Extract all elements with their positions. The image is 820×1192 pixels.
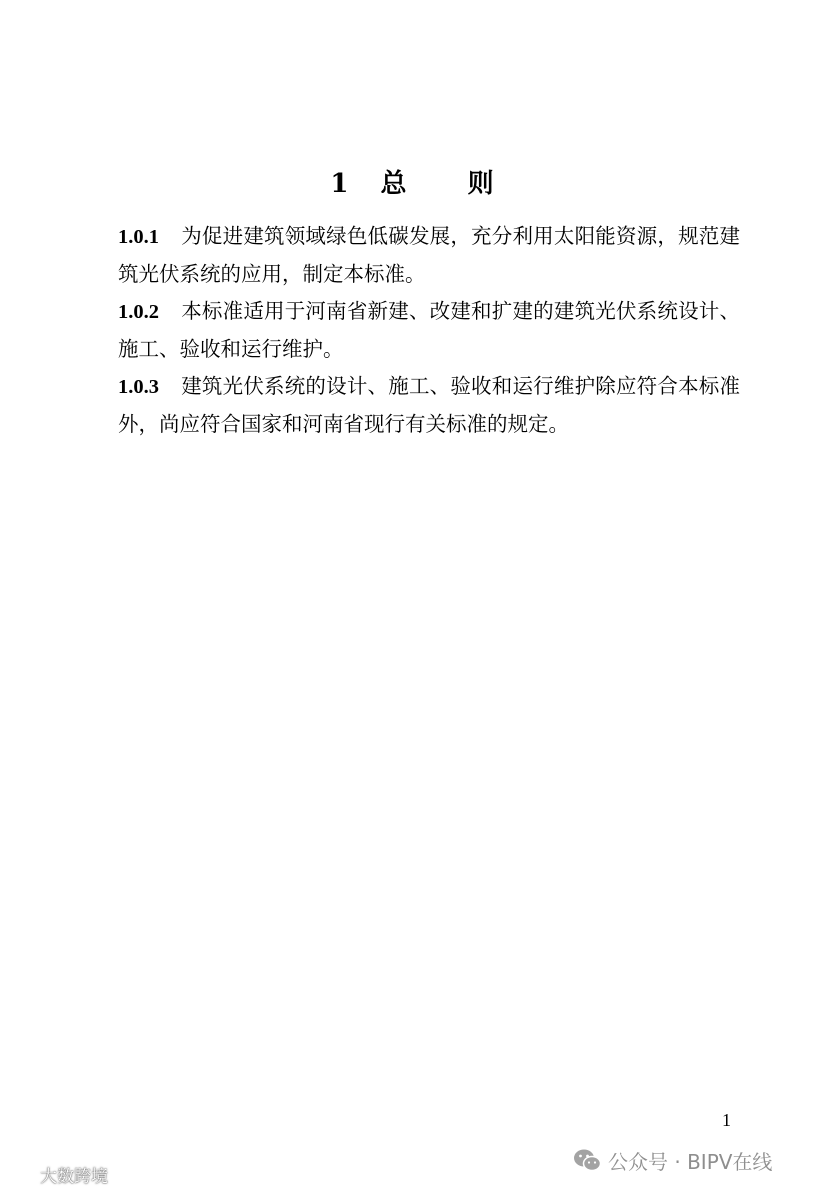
clause-1-0-2	[118, 293, 740, 368]
chapter-name: 总 则	[380, 169, 520, 200]
clause-number: 1.0.3	[118, 376, 159, 398]
clause-1-0-1	[118, 218, 740, 293]
brand-watermark	[8, 1163, 108, 1185]
wechat-watermark	[572, 1146, 772, 1174]
clause-number: 1.0.1	[118, 226, 159, 248]
chapter-title	[0, 163, 820, 200]
brand-watermark-text: 大数跨境	[40, 1166, 108, 1187]
logo-mark	[8, 1163, 36, 1185]
chapter-number: 1	[330, 169, 351, 200]
wechat-watermark-text: 公众号 · BIPV在线	[608, 1149, 773, 1174]
clause-list	[118, 218, 740, 443]
wechat-icon	[572, 1147, 602, 1173]
clause-text: 本标准适用于河南省新建、改建和扩建的建筑光伏系统设计、施工、验收和运行维护。	[118, 299, 740, 361]
page-number: 1	[722, 1110, 731, 1130]
clause-text: 为促进建筑领域绿色低碳发展，充分利用太阳能资源，规范建筑光伏系统的应用，制定本标准。	[118, 224, 740, 286]
clause-number: 1.0.2	[118, 301, 159, 323]
clause-text: 建筑光伏系统的设计、施工、验收和运行维护除应符合本标准外，尚应符合国家和河南省现行有关标准的规定。	[118, 374, 740, 436]
clause-1-0-3	[118, 368, 740, 443]
